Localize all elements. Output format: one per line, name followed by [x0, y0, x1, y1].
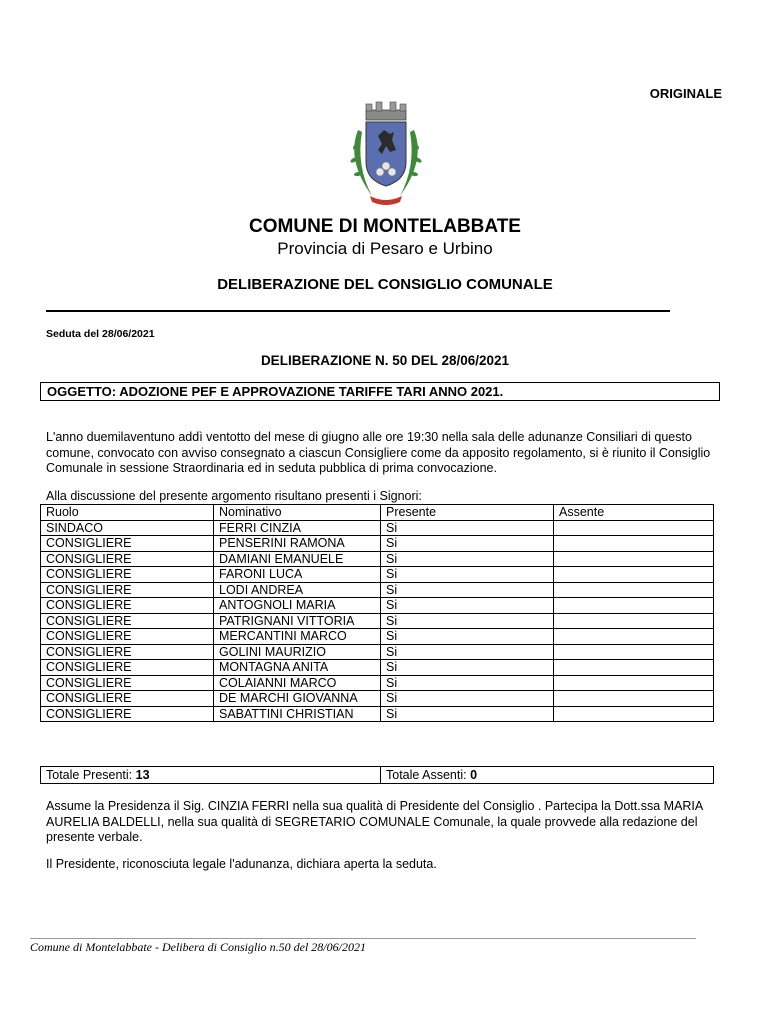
name-cell: FERRI CINZIA — [214, 520, 381, 536]
coat-of-arms-icon — [336, 100, 436, 212]
present-cell: Si — [381, 520, 554, 536]
present-cell: Si — [381, 551, 554, 567]
role-cell: CONSIGLIERE — [41, 567, 214, 583]
present-cell: Si — [381, 629, 554, 645]
ribbon-icon — [370, 196, 402, 205]
name-cell: MONTAGNA ANITA — [214, 660, 381, 676]
table-row — [41, 675, 714, 691]
role-cell: CONSIGLIERE — [41, 675, 214, 691]
totals-table — [40, 766, 714, 784]
name-cell: DE MARCHI GIOVANNA — [214, 691, 381, 707]
role-cell: CONSIGLIERE — [41, 551, 214, 567]
present-cell: Si — [381, 644, 554, 660]
attendance-intro: Alla discussione del presente argomento risultano presenti i Signori: — [46, 489, 422, 503]
total-present-cell — [41, 767, 381, 784]
name-cell: COLAIANNI MARCO — [214, 675, 381, 691]
footer-divider — [30, 938, 696, 939]
table-row — [41, 520, 714, 536]
crown-icon — [366, 102, 406, 120]
table-row — [41, 551, 714, 567]
total-present-label: Totale Presenti: — [46, 768, 133, 782]
table-row — [41, 613, 714, 629]
present-cell: Si — [381, 613, 554, 629]
absent-cell — [554, 675, 714, 691]
present-cell: Si — [381, 567, 554, 583]
present-cell: Si — [381, 691, 554, 707]
session-date: Seduta del 28/06/2021 — [46, 328, 155, 340]
role-cell: CONSIGLIERE — [41, 691, 214, 707]
present-cell: Si — [381, 660, 554, 676]
present-cell: Si — [381, 598, 554, 614]
role-cell: CONSIGLIERE — [41, 582, 214, 598]
header-cell-assente: Assente — [554, 505, 714, 521]
total-absent-cell — [381, 767, 714, 784]
absent-cell — [554, 706, 714, 722]
original-label: ORIGINALE — [649, 86, 722, 101]
absent-cell — [554, 644, 714, 660]
footer-text: Comune di Montelabbate - Delibera di Consiglio n.50 del 28/06/2021 — [30, 940, 366, 954]
name-cell: GOLINI MAURIZIO — [214, 644, 381, 660]
role-cell: CONSIGLIERE — [41, 613, 214, 629]
name-cell: MERCANTINI MARCO — [214, 629, 381, 645]
table-row — [41, 582, 714, 598]
role-cell: CONSIGLIERE — [41, 644, 214, 660]
deliberation-number: DELIBERAZIONE N. 50 DEL 28/06/2021 — [260, 353, 510, 368]
total-absent-value: 0 — [470, 768, 478, 782]
table-row — [41, 629, 714, 645]
absent-cell — [554, 613, 714, 629]
role-cell: CONSIGLIERE — [41, 598, 214, 614]
name-cell: SABATTINI CHRISTIAN — [214, 706, 381, 722]
table-header-row — [41, 505, 714, 521]
absent-cell — [554, 567, 714, 583]
absent-cell — [554, 629, 714, 645]
presidency-paragraph: Assume la Presidenza il Sig. CINZIA FERRI nella sua qualità di Presidente del Consiglio . Partecipa la Dott.ssa MARIA AURELIA BALDELLI, nella sua qualità di SEGRETARIO COMUNALE Comunale, la quale provvede alla redazione del presente verbale. — [46, 799, 703, 844]
name-cell: PATRIGNANI VITTORIA — [214, 613, 381, 629]
role-cell: SINDACO — [41, 520, 214, 536]
total-present-value: 13 — [135, 768, 150, 782]
role-cell: CONSIGLIERE — [41, 629, 214, 645]
absent-cell — [554, 520, 714, 536]
absent-cell — [554, 660, 714, 676]
table-row — [41, 691, 714, 707]
role-cell: CONSIGLIERE — [41, 536, 214, 552]
opening-paragraph: Il Presidente, riconosciuta legale l'adunanza, dichiara aperta la seduta. — [46, 857, 437, 871]
present-cell: Si — [381, 582, 554, 598]
subject-box: OGGETTO: ADOZIONE PEF E APPROVAZIONE TARIFFE TARI ANNO 2021. — [40, 382, 720, 401]
table-row — [41, 598, 714, 614]
role-cell: CONSIGLIERE — [41, 706, 214, 722]
absent-cell — [554, 582, 714, 598]
header-cell-nominativo: Nominativo — [214, 505, 381, 521]
intro-paragraph: L'anno duemilaventuno addì ventotto del mese di giugno alle ore 19:30 nella sala delle adunanze Consiliari di questo comune, convocato con avviso consegnato a ciascun Consigliere come da apposito regolamento, si è riunito il Consiglio Comunale in sessione Straordinaria ed in seduta pubblica di prima convocazione. — [46, 430, 711, 475]
header-cell-ruolo: Ruolo — [41, 505, 214, 521]
present-cell: Si — [381, 675, 554, 691]
role-cell: CONSIGLIERE — [41, 660, 214, 676]
province-name: Provincia di Pesaro e Urbino — [277, 239, 493, 258]
table-row — [41, 536, 714, 552]
name-cell: FARONI LUCA — [214, 567, 381, 583]
present-cell: Si — [381, 536, 554, 552]
total-absent-label: Totale Assenti: — [386, 768, 467, 782]
attendance-table — [40, 504, 714, 722]
name-cell: PENSERINI RAMONA — [214, 536, 381, 552]
present-cell: Si — [381, 706, 554, 722]
comune-name: COMUNE DI MONTELABBATE — [249, 216, 521, 237]
table-row — [41, 660, 714, 676]
absent-cell — [554, 536, 714, 552]
table-row — [41, 567, 714, 583]
document-type-heading: DELIBERAZIONE DEL CONSIGLIO COMUNALE — [217, 276, 553, 293]
name-cell: DAMIANI EMANUELE — [214, 551, 381, 567]
absent-cell — [554, 691, 714, 707]
header-cell-presente: Presente — [381, 505, 554, 521]
name-cell: LODI ANDREA — [214, 582, 381, 598]
absent-cell — [554, 551, 714, 567]
header-divider — [46, 310, 670, 312]
absent-cell — [554, 598, 714, 614]
table-row — [41, 706, 714, 722]
table-row — [41, 644, 714, 660]
name-cell: ANTOGNOLI MARIA — [214, 598, 381, 614]
